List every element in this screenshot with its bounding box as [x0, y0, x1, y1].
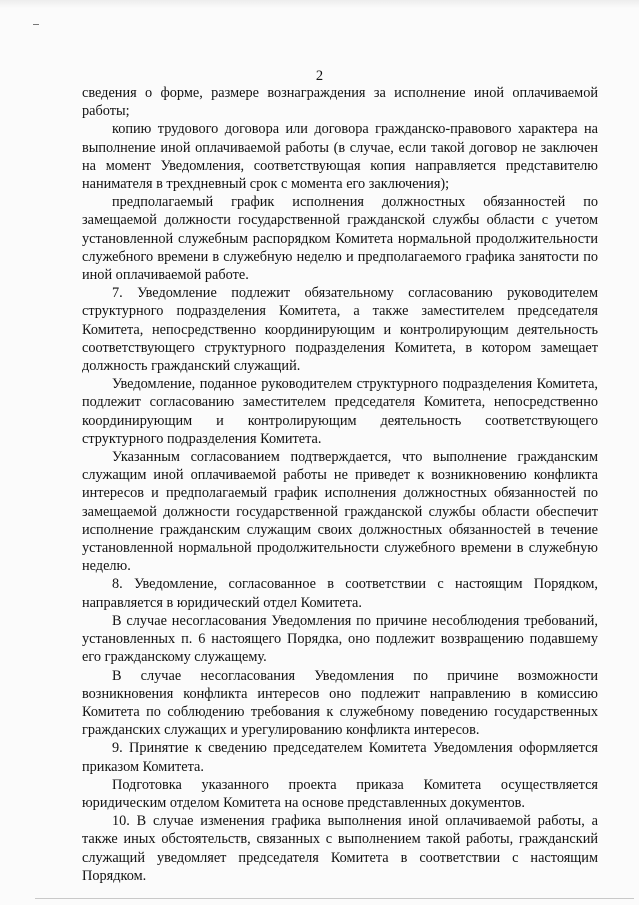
paragraph-10: 9. Принятие к сведению председателем Комитета Уведомления оформляется приказом Комитета.: [82, 740, 598, 775]
scan-edge-top: [0, 0, 639, 8]
paragraph-1: сведения о форме, размере вознаграждения за исполнение иной оплачиваемой работы;: [82, 85, 598, 120]
page-number: 2: [315, 68, 324, 84]
paragraph-2: копию трудового договора или договора гражданско-правового характера на выполнение иной оплачиваемой работы (в случае, если такой договор не заключен на момент Уведомления, соответствующая копия направляется представителю нанимателя в трехдневный срок с момента его заключения);: [82, 121, 598, 193]
scan-mark: [33, 24, 39, 25]
paragraph-4: 7. Уведомление подлежит обязательному согласованию руководителем структурного подразделения Комитета, а также заместителем председателя Комитета, непосредственно координирующим и контролирующим деятельность соответствующего структурного подразделения Комитета, в котором замещает должность гражданский служащий.: [82, 285, 598, 375]
scan-edge-bottom: [35, 898, 634, 899]
paragraph-6: Указанным согласованием подтверждается, что выполнение гражданским служащим иной оплачиваемой работы не приведет к возникновению конфликта интересов и предполагаемый график исполнения должностных обязанностей по замещаемой должности государственной гражданской службы области обеспечит исполнение гражданским служащим своих должностных обязанностей в течение установленной нормальной продолжительности служебного времени в служебную неделю.: [82, 449, 598, 575]
paragraph-11: Подготовка указанного проекта приказа Комитета осуществляется юридическим отделом Комитета на основе представленных документов.: [82, 776, 598, 811]
paragraph-3: предполагаемый график исполнения должностных обязанностей по замещаемой должности государственной гражданской службы области с учетом установленной служебным распорядком Комитета нормальной продолжительности служебного времени в служебную неделю и предполагаемого графика занятости по иной оплачиваемой работе.: [82, 194, 598, 284]
paragraph-9: В случае несогласования Уведомления по причине возможности возникновения конфликта интересов оно подлежит направлению в комиссию Комитета по соблюдению требования к служебному поведению государственных гражданских служащих и урегулированию конфликта интересов.: [82, 667, 598, 739]
paragraph-5: Уведомление, поданное руководителем структурного подразделения Комитета, подлежит согласованию заместителем председателя Комитета, непосредственно координирующим и контролирующим деятельность соответствующего структурного подразделения Комитета.: [82, 376, 598, 447]
paragraph-12: 10. В случае изменения графика выполнения иной оплачиваемой работы, а также иных обстоятельств, связанных с выполнением такой работы, гражданский служащий уведомляет председателя Комитета в соответствии с настоящим Порядком.: [82, 813, 598, 884]
paragraph-8: В случае несогласования Уведомления по причине несоблюдения требований, установленных п. 6 настоящего Порядка, оно подлежит возвращению подавшему его гражданскому служащему.: [82, 612, 598, 666]
document-body: [82, 84, 598, 885]
paragraph-7: 8. Уведомление, согласованное в соответствии с настоящим Порядком, направляется в юридический отдел Комитета.: [82, 576, 598, 611]
